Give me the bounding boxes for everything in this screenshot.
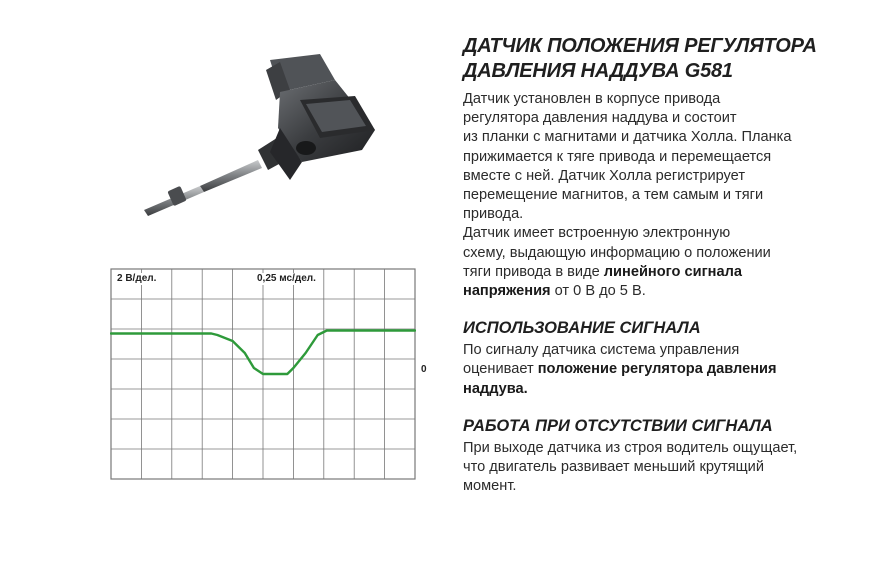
text-line: При выходе датчика из строя водитель ощущает,	[463, 439, 798, 456]
text-line: что двигатель развивает меньший крутящий	[463, 459, 764, 476]
bold-fragment: положение регулятора давления	[537, 361, 777, 378]
text-line	[463, 360, 883, 379]
text-fragment: от 0 В до 5 В.	[550, 283, 646, 300]
page-title	[463, 34, 883, 84]
signal-usage-paragraph	[463, 341, 883, 399]
title-line-2: ДАВЛЕНИЯ НАДДУВА G581	[463, 60, 733, 82]
text-line: По сигналу датчика система управления	[463, 342, 740, 359]
text-line: момент.	[463, 478, 517, 495]
signal-usage-heading: ИСПОЛЬЗОВАНИЕ СИГНАЛА	[463, 319, 701, 338]
text-line: вместе с ней. Датчик Холла регистрирует	[463, 167, 745, 184]
text-line: перемещение магнитов, а тем самым и тяги	[463, 187, 764, 204]
text-fragment: тяги привода в виде	[463, 263, 604, 280]
signal-failure-heading: РАБОТА ПРИ ОТСУТСТВИИ СИГНАЛА	[463, 416, 773, 435]
bold-fragment: напряжения	[463, 283, 551, 300]
title-line-1: ДАТЧИК ПОЛОЖЕНИЯ РЕГУЛЯТОРА	[463, 35, 817, 57]
text-line: Датчик имеет встроенную электронную	[463, 225, 731, 242]
oscilloscope-plot	[110, 268, 416, 480]
text-line: схему, выдающую информацию о положении	[463, 244, 771, 261]
description-paragraph-2	[463, 224, 883, 301]
text-line	[463, 282, 883, 301]
text-column	[463, 34, 883, 496]
text-line: привода.	[463, 206, 524, 223]
text-fragment: оценивает	[463, 361, 538, 378]
text-line	[463, 263, 883, 282]
x-division-label: 0,25 мс/дел.	[257, 273, 316, 284]
text-line	[463, 380, 883, 399]
bold-fragment: наддува.	[463, 380, 528, 397]
text-line: регулятора давления наддува и состоит	[463, 110, 737, 127]
y-division-label: 2 В/дел.	[117, 273, 157, 284]
text-line: прижимается к тяге привода и перемещается	[463, 148, 772, 165]
left-column	[0, 0, 440, 570]
signal-failure-paragraph	[463, 439, 883, 497]
text-line: из планки с магнитами и датчика Холла. Планка	[463, 129, 792, 146]
bold-fragment: линейного сигнала	[603, 263, 742, 280]
oscilloscope-chart	[110, 268, 416, 480]
text-line: Датчик установлен в корпусе привода	[463, 91, 721, 107]
description-paragraph-1	[463, 90, 883, 224]
zero-level-label: 0	[421, 364, 427, 375]
sensor-photo	[130, 40, 390, 230]
